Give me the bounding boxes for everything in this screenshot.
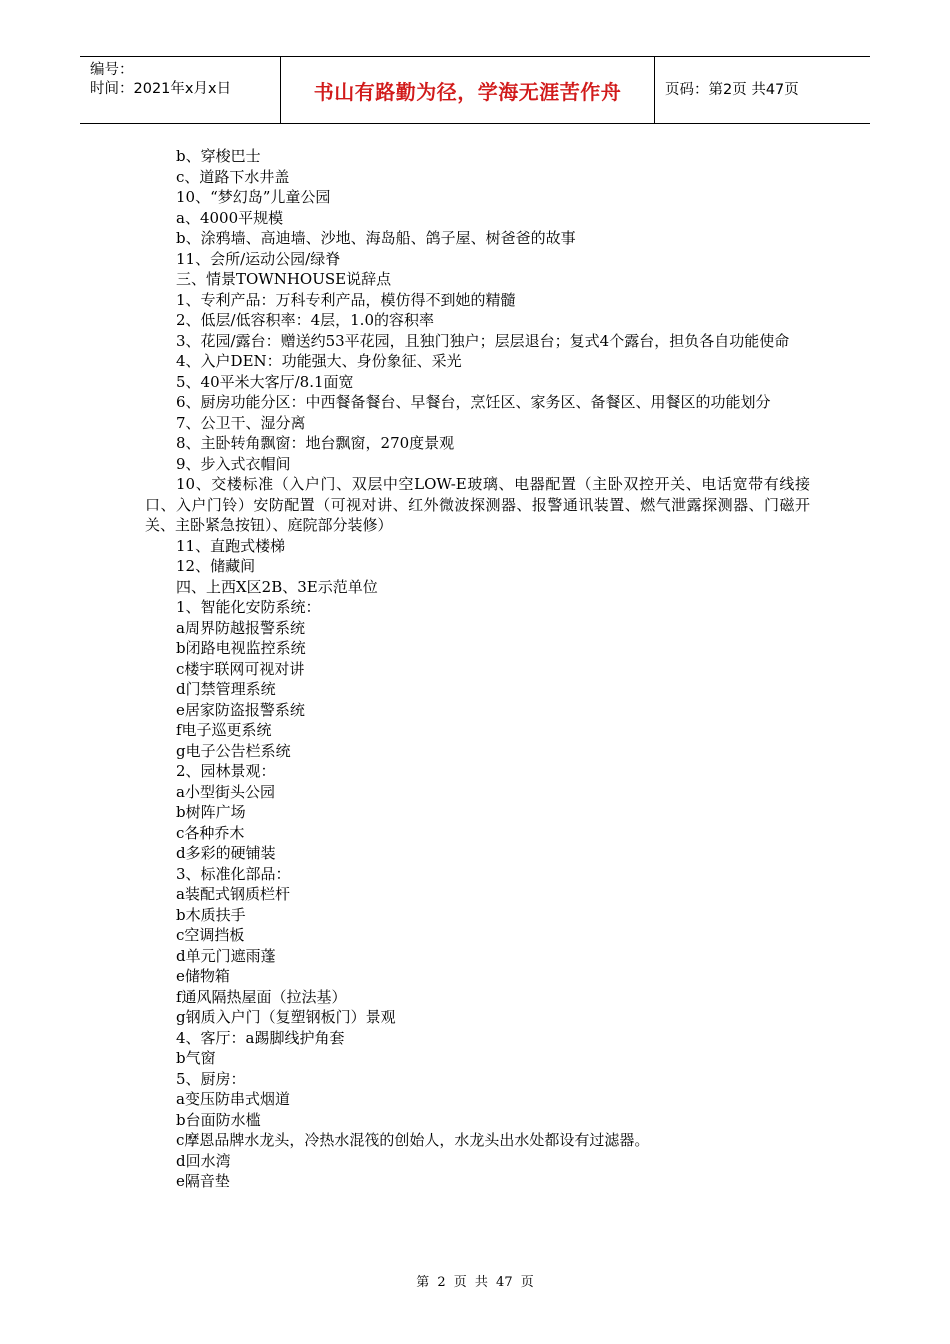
text-line: c摩恩品牌水龙头，冷热水混筏的创始人，水龙头出水处都设有过滤器。 [176, 1131, 650, 1149]
text-line: a、4000平规模 [176, 208, 284, 227]
text-line: 8、主卧转角飘窗：地台飘窗，270度景观 [176, 434, 455, 452]
text-line: 4、客厅：a踢脚线护角套 [176, 1028, 345, 1047]
text-line: e隔音垫 [176, 1172, 230, 1190]
text-line: 三、情景TOWNHOUSE说辞点 [176, 270, 392, 288]
text-line: d门禁管理系统 [176, 680, 276, 698]
text-line: b闭路电视监控系统 [176, 639, 306, 657]
text-line: 2、低层/低容积率：4层，1.0的容积率 [176, 311, 434, 329]
motto-text: 书山有路勤为径，学海无涯苦作舟 [313, 79, 622, 104]
text-line: c空调挡板 [176, 926, 245, 944]
text-line: b树阵广场 [176, 803, 246, 821]
document-body [145, 146, 810, 1192]
text-line: 7、公卫干、湿分离 [176, 413, 306, 432]
text-line: f电子巡更系统 [176, 721, 272, 739]
page-footer: 第 2 页 共 47 页 [416, 1275, 534, 1290]
text-line: b、穿梭巴士 [176, 147, 261, 165]
text-line: g电子公告栏系统 [176, 741, 291, 760]
text-line: 11、直跑式楼梯 [176, 536, 286, 555]
text-line: c、道路下水井盖 [176, 167, 290, 186]
header-info-cell [80, 57, 281, 123]
text-line: d回水湾 [176, 1151, 231, 1170]
text-line: 12、储藏间 [176, 557, 256, 575]
serial-number-label: 编号： [90, 62, 134, 78]
text-line: b木质扶手 [176, 905, 246, 924]
text-line: 5、40平米大客厅/8.1面宽 [176, 372, 354, 391]
text-line: 2、园林景观： [176, 762, 276, 780]
text-line: c楼宇联网可视对讲 [176, 659, 305, 678]
text-line: b台面防水槛 [176, 1110, 261, 1129]
header-motto-cell [281, 57, 655, 123]
text-line: a变压防串式烟道 [176, 1090, 290, 1108]
text-line: d多彩的硬铺装 [176, 844, 276, 862]
text-line: b气窗 [176, 1049, 216, 1067]
text-line: 1、智能化安防系统： [176, 598, 321, 616]
text-line: 9、步入式衣帽间 [176, 454, 291, 473]
text-line: a装配式钢质栏杆 [176, 885, 290, 903]
text-line: b、涂鸦墙、高迪墙、沙地、海岛船、鸽子屋、树爸爸的故事 [176, 229, 576, 247]
text-line: e居家防盗报警系统 [176, 700, 305, 719]
text-line: 6、厨房功能分区：中西餐备餐台、早餐台，烹饪区、家务区、备餐区、用餐区的功能划分 [176, 393, 771, 411]
page-number-label: 页码：第2页 共47页 [665, 81, 799, 98]
text-line: 3、花园/露台：赠送约53平花园，且独门独户；层层退台；复式4个露台，担负各自功能使命 [176, 331, 790, 350]
date-label: 时间：2021年x月x日 [90, 81, 232, 97]
text-line: 3、标准化部品： [176, 864, 291, 883]
text-line: a小型街头公园 [176, 782, 275, 801]
text-line: e储物箱 [176, 967, 230, 985]
text-line: f通风隔热屋面（拉法基） [176, 987, 347, 1006]
text-line: 4、入户DEN：功能强大、身份象征、采光 [176, 352, 462, 370]
text-line: 四、上西X区2B、3E示范单位 [176, 577, 378, 596]
text-line: 10、“梦幻岛”儿童公园 [176, 188, 331, 206]
text-line: a周界防越报警系统 [176, 618, 305, 637]
text-line: 11、会所/运动公园/绿脊 [176, 249, 341, 268]
text-line: d单元门遮雨蓬 [176, 946, 276, 965]
document-header [80, 56, 870, 124]
text-line: 1、专利产品：万科专利产品，模仿得不到她的精髓 [176, 290, 516, 309]
text-line: g钢质入户门（复塑钢板门）景观 [176, 1008, 396, 1026]
header-page-cell [655, 57, 870, 123]
text-line: 10、交楼标准（入户门、双层中空LOW-E玻璃、电器配置（主卧双控开关、电话宽带有线接口、入户门铃）安防配置（可视对讲、红外微波探测器、报警通讯装置、燃气泄露探测器、门磁开关、主卧紧急按钮）、庭院部分装修） [145, 475, 810, 534]
text-line: c各种乔木 [176, 823, 245, 842]
text-line: 5、厨房： [176, 1069, 246, 1088]
